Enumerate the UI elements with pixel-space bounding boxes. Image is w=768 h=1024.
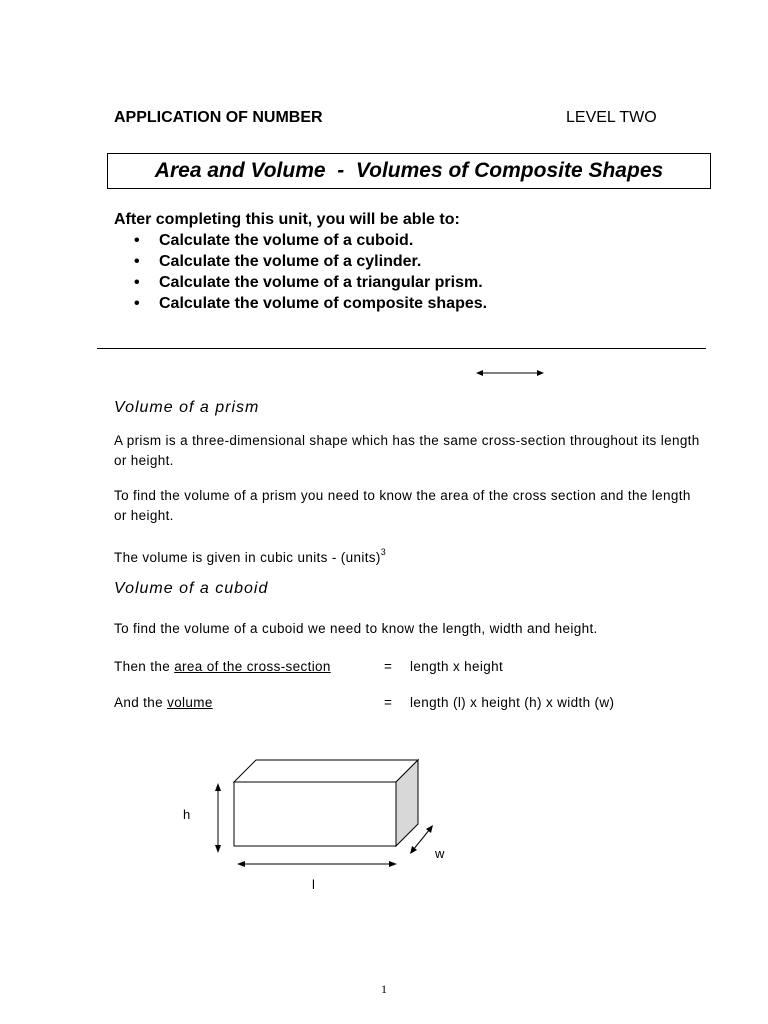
- volume-formula: length (l) x height (h) x width (w): [410, 695, 615, 710]
- cross-section-formula: length x height: [410, 659, 504, 674]
- cross-section-label: [114, 657, 331, 677]
- width-arrow-icon: [410, 825, 433, 854]
- cuboid-paragraph-1: To find the volume of a cuboid we need to know the length, width and height.: [114, 621, 598, 636]
- cross-section-equals: =: [384, 659, 393, 674]
- prism-paragraph-1: A prism is a three-dimensional shape which has the same cross-section throughout its length or height.: [114, 433, 700, 468]
- volume-label: [114, 693, 213, 713]
- height-arrow-icon: [215, 783, 221, 853]
- cubic-units-line: [114, 542, 386, 568]
- header-title: APPLICATION OF NUMBER: [114, 109, 323, 126]
- length-arrow-icon: [237, 861, 397, 867]
- objective-item: • Calculate the volume of a cuboid.: [114, 230, 487, 251]
- prism-paragraph-2: To find the volume of a prism you need to know the area of the cross section and the length or height.: [114, 488, 691, 523]
- cubic-units-exponent: 3: [380, 547, 387, 557]
- cuboid-diagram: [170, 750, 470, 900]
- objectives-intro: After completing this unit, you will be able to:: [114, 211, 460, 228]
- label-w: w: [435, 846, 445, 861]
- heading-volume-prism: Volume of a prism: [114, 399, 260, 416]
- page-number: 1: [381, 982, 387, 996]
- volume-term: volume: [167, 695, 213, 710]
- cuboid-front-face: [234, 782, 396, 846]
- cross-section-prefix: Then the: [114, 659, 175, 674]
- heading-volume-cuboid: Volume of a cuboid: [114, 580, 269, 597]
- volume-prefix: And the: [114, 695, 168, 710]
- objective-item: • Calculate the volume of a cylinder.: [114, 251, 487, 272]
- header-level: LEVEL TWO: [566, 109, 657, 126]
- cuboid-top-face: [234, 760, 418, 782]
- title-box: [107, 153, 711, 189]
- page-title: Area and Volume - Volumes of Composite Shapes: [154, 159, 664, 182]
- label-l: l: [312, 877, 315, 892]
- objectives-list: [114, 230, 487, 314]
- section-divider: [97, 348, 706, 349]
- objectives-block: [114, 209, 487, 314]
- objective-item: • Calculate the volume of a triangular prism.: [114, 272, 487, 293]
- objective-item: • Calculate the volume of composite shapes.: [114, 293, 487, 314]
- cubic-units-text: The volume is given in cubic units - (units): [114, 550, 381, 565]
- double-arrow-icon: [474, 366, 546, 380]
- cross-section-term: area of the cross-section: [174, 659, 331, 674]
- volume-equals: =: [384, 695, 393, 710]
- label-h: h: [183, 807, 191, 822]
